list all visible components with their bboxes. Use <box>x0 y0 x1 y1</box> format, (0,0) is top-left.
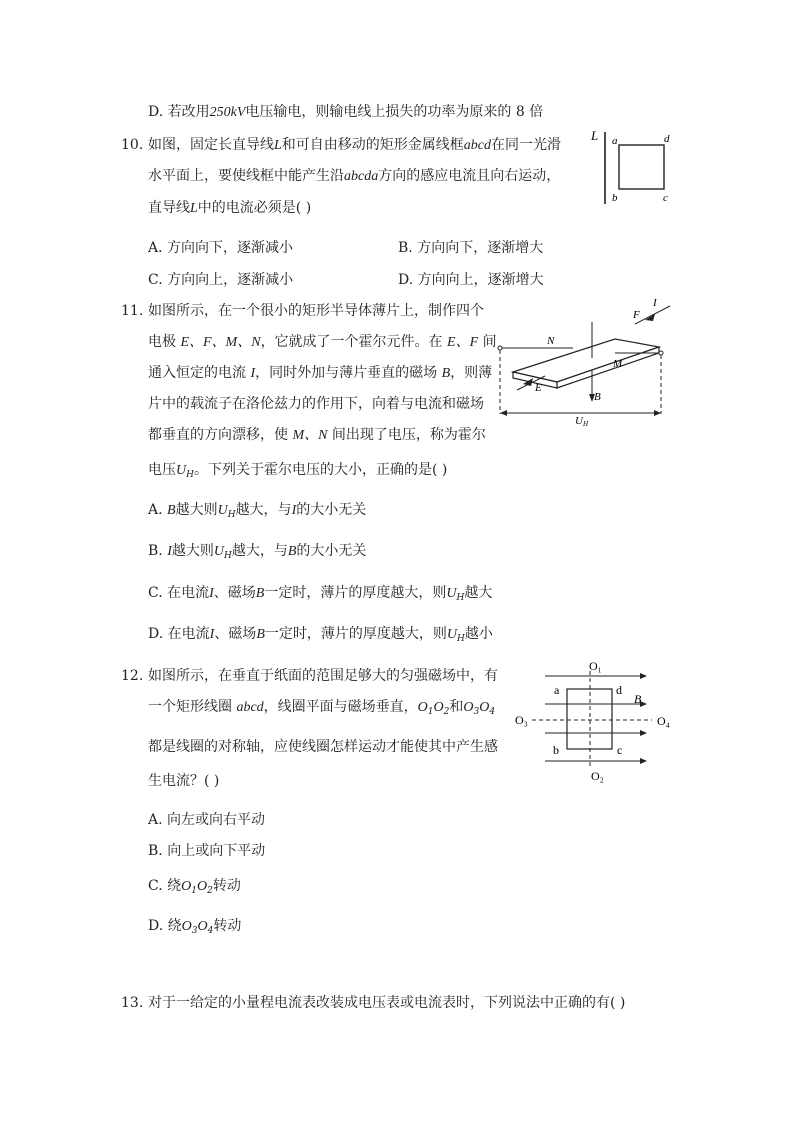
q12-stem-line2: 一个矩形线圈 abcd，线圈平面与磁场垂直，$O_1O_2$和$O_3O_4$ <box>148 699 496 717</box>
answer-blank: ( ) <box>295 200 312 216</box>
fig-label-B: B <box>594 391 601 403</box>
terminal-n <box>498 346 502 350</box>
fig-label-O3: O₃ <box>515 713 528 727</box>
q10-stem-line2: 水平面上，要使线框中能产生沿abcda方向的感应电流且向右运动， <box>148 168 561 184</box>
fig-label-c: c <box>663 192 668 204</box>
fig-label-O1: O₁ <box>589 659 602 673</box>
fig-label-O2: O₂ <box>591 769 604 783</box>
q12-option-b[interactable]: B. 向上或向下平动 <box>148 843 266 859</box>
q11-stem-line3: 通入恒定的电流 I，同时外加与薄片垂直的磁场 B，则薄 <box>148 365 493 381</box>
q10-stem-line1: 如图，固定长直导线L和可自由移动的矩形金属线框abcd在同一光滑 <box>148 137 562 153</box>
fig-label-U: UH <box>575 415 589 428</box>
fig-label-E: E <box>535 382 542 394</box>
q9-option-d: D. 若改用250kV电压输电，则输电线上损失的功率为原来的 8 倍 <box>148 104 544 120</box>
question-number-11: 11. <box>121 303 144 319</box>
fig-label-c: c <box>617 743 623 757</box>
q10-figure <box>585 126 685 208</box>
fig-label-b: b <box>553 743 559 757</box>
answer-blank: ( ) <box>610 995 626 1011</box>
q10-option-a[interactable]: A. 方向向下，逐渐减小 <box>148 240 294 256</box>
fig-label-O4: O₄ <box>657 714 670 728</box>
q11-stem-line1: 如图所示，在一个很小的矩形半导体薄片上，制作四个 <box>148 303 484 319</box>
fig-label-d: d <box>616 683 622 697</box>
q11-stem-line6: 电压$U_H$。下列关于霍尔电压的大小，正确的是( ) <box>148 462 448 480</box>
uh-arrow-left <box>500 410 507 416</box>
q11-stem-line2: 电极 E、F、M、N，它就成了一个霍尔元件。在 E、F 间 <box>148 334 497 350</box>
q10-stem-line3: 直导线L中的电流必须是( ) <box>148 200 312 216</box>
q10-option-c[interactable]: C. 方向向上，逐渐减小 <box>148 272 294 288</box>
question-number-10: 10. <box>121 137 144 153</box>
fig-label-F: F <box>633 309 640 321</box>
fig-label-a: a <box>554 683 560 697</box>
q12-stem-line3: 都是线圈的对称轴，应使线圈怎样运动才能使其中产生感 <box>148 739 498 755</box>
rectangular-coil <box>567 689 612 749</box>
q11-stem-line5: 都垂直的方向漂移，使 M、N 间出现了电压，称为霍尔 <box>148 427 486 443</box>
question-number-12: 12. <box>121 668 144 684</box>
question-number-13: 13. <box>121 995 144 1011</box>
q11-option-c[interactable]: C. 在电流I、磁场B一定时，薄片的厚度越大，则$U_H$越大 <box>148 585 493 603</box>
q12-stem-line1: 如图所示，在垂直于纸面的范围足够大的匀强磁场中，有 <box>148 668 498 684</box>
fig-label-a: a <box>612 135 618 147</box>
field-arrow-heads <box>640 673 647 764</box>
fig-label-L: L <box>591 128 599 143</box>
q12-option-a[interactable]: A. 向左或向右平动 <box>148 812 266 828</box>
fig-label-I: I <box>653 297 657 309</box>
answer-blank: ( ) <box>204 773 220 789</box>
fig-label-d: d <box>664 133 670 145</box>
q12-figure <box>512 656 682 784</box>
current-arrow-top <box>645 314 655 321</box>
wire-frame <box>619 145 664 189</box>
q11-option-a[interactable]: A. B越大则$U_H$越大，与I的大小无关 <box>148 502 367 520</box>
fig-label-N: N <box>547 335 555 347</box>
q11-option-d[interactable]: D. 在电流I、磁场B一定时，薄片的厚度越大，则$U_H$越小 <box>148 626 493 644</box>
q11-hall-figure <box>495 296 675 426</box>
uh-arrow-right <box>654 410 661 416</box>
terminal-m <box>659 351 663 355</box>
q10-option-d[interactable]: D. 方向向上，逐渐增大 <box>398 272 544 288</box>
q12-option-c[interactable]: C. 绕$O_1O_2$转动 <box>148 878 241 896</box>
option-label: D. <box>148 104 164 120</box>
q11-option-b[interactable]: B. I越大则$U_H$越大，与B的大小无关 <box>148 543 367 561</box>
q12-option-d[interactable]: D. 绕$O_3O_4$转动 <box>148 918 242 936</box>
q12-stem-line4: 生电流？( ) <box>148 773 220 789</box>
fig-label-B: B <box>634 692 642 706</box>
fig-label-b: b <box>612 192 618 204</box>
q13-stem: 对于一给定的小量程电流表改装成电压表或电流表时，下列说法中正确的有( ) <box>148 995 626 1011</box>
q11-stem-line4: 片中的载流子在洛伦兹力的作用下，向着与电流和磁场 <box>148 396 484 412</box>
answer-blank: ( ) <box>431 462 448 478</box>
q10-option-b[interactable]: B. 方向向下，逐渐增大 <box>398 240 544 256</box>
fig-label-M: M <box>613 358 623 370</box>
